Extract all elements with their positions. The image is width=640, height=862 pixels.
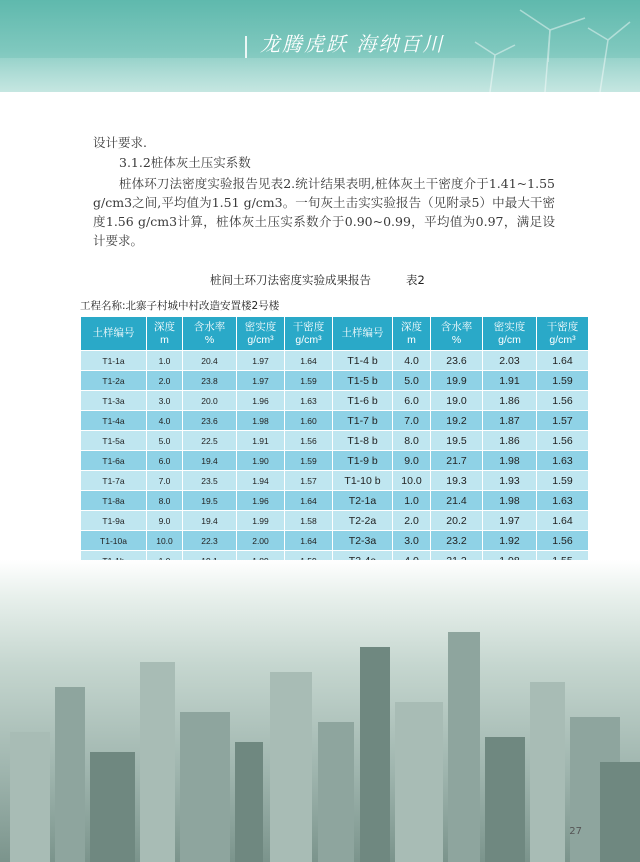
table-header-cell: [147, 317, 183, 351]
header-label: 干密度: [546, 320, 579, 333]
table-cell: T1-2a: [81, 371, 147, 391]
table-cell: 20.2: [431, 511, 483, 531]
table-cell: 1.93: [483, 471, 537, 491]
table-cell: 22.3: [183, 531, 237, 551]
table-cell: 1.59: [285, 371, 333, 391]
table-cell: T1-1a: [81, 351, 147, 371]
table-row: [81, 471, 589, 491]
table-cell: 1.57: [537, 411, 589, 431]
header-band: [0, 0, 640, 92]
table-cell: 1.96: [237, 391, 285, 411]
header-label: 密实度: [493, 320, 526, 333]
table-cell: 10.0: [147, 531, 183, 551]
table-cell: 19.4: [183, 451, 237, 471]
header-unit: m: [160, 333, 169, 346]
table-row: [81, 491, 589, 511]
table-cell: 1.91: [483, 371, 537, 391]
table-cell: T1-5 b: [333, 371, 393, 391]
table-cell: 7.0: [147, 471, 183, 491]
table-cell: 1.64: [285, 491, 333, 511]
table-header-cell: [333, 317, 393, 351]
table-cell: 1.57: [285, 471, 333, 491]
table-header-cell: [81, 317, 147, 351]
table-cell: 5.0: [147, 431, 183, 451]
table-cell: 1.96: [237, 491, 285, 511]
table-cell: 1.0: [147, 351, 183, 371]
table-cell: 1.92: [483, 531, 537, 551]
table-cell: 1.98: [483, 491, 537, 511]
table-cell: T1-4a: [81, 411, 147, 431]
table-caption: [210, 272, 540, 288]
header-label: 深度: [401, 320, 422, 333]
table-cell: T1-10a: [81, 531, 147, 551]
table-row: [81, 411, 589, 431]
table-cell: 23.6: [431, 351, 483, 371]
table-cell: 19.0: [431, 391, 483, 411]
table-cell: T1-6 b: [333, 391, 393, 411]
table-cell: 1.56: [537, 391, 589, 411]
table-cell: 23.5: [183, 471, 237, 491]
table-cell: 2.00: [237, 531, 285, 551]
table-header-cell: [237, 317, 285, 351]
table-cell: 1.86: [483, 391, 537, 411]
table-cell: T1-3a: [81, 391, 147, 411]
header-label: 含水率: [193, 320, 226, 333]
table-cell: 1.98: [237, 411, 285, 431]
table-cell: 23.6: [183, 411, 237, 431]
table-cell: 1.94: [237, 471, 285, 491]
table-row: [81, 451, 589, 471]
header-label: 干密度: [292, 320, 325, 333]
table-cell: 1.63: [537, 491, 589, 511]
table-header-cell: [483, 317, 537, 351]
section-heading: 3.1.2桩体灰土压实系数: [119, 155, 251, 170]
table-cell: T1-7a: [81, 471, 147, 491]
table-cell: 1.56: [537, 531, 589, 551]
header-label: 土样编号: [92, 327, 135, 339]
table-cell: T1-7 b: [333, 411, 393, 431]
table-cell: T2-2a: [333, 511, 393, 531]
table-cell: 19.5: [183, 491, 237, 511]
table-cell: T2-1a: [333, 491, 393, 511]
table-header-cell: [183, 317, 237, 351]
table-cell: 21.7: [431, 451, 483, 471]
table-cell: 1.97: [237, 351, 285, 371]
table-cell: 6.0: [393, 391, 431, 411]
header-unit: g/cm³: [295, 333, 322, 346]
table-cell: 1.63: [537, 451, 589, 471]
table-cell: 19.4: [183, 511, 237, 531]
table-cell: 1.64: [537, 511, 589, 531]
table-cell: 1.90: [237, 451, 285, 471]
table-row: [81, 431, 589, 451]
header-unit: %: [204, 333, 215, 346]
table-cell: 1.91: [237, 431, 285, 451]
table-cell: 2.0: [393, 511, 431, 531]
project-name: 工程名称:北寨子村城中村改造安置楼2号楼: [80, 300, 280, 312]
table-cell: 6.0: [147, 451, 183, 471]
table-cell: 8.0: [393, 431, 431, 451]
table-cell: 3.0: [147, 391, 183, 411]
table-header-cell: [285, 317, 333, 351]
page-number: 27: [569, 826, 582, 837]
header-slogan: 龙腾虎跃 海纳百川: [260, 32, 445, 56]
table-cell: T1-6a: [81, 451, 147, 471]
header-label: 深度: [154, 320, 175, 333]
table-cell: 19.3: [431, 471, 483, 491]
table-cell: 1.59: [537, 471, 589, 491]
table-cell: 19.5: [431, 431, 483, 451]
table-cell: 1.63: [285, 391, 333, 411]
table-row: [81, 351, 589, 371]
table-cell: 1.64: [285, 351, 333, 371]
header-unit: %: [451, 333, 462, 346]
table-cell: 1.64: [285, 531, 333, 551]
table-cell: 4.0: [393, 351, 431, 371]
table-cell: T1-5a: [81, 431, 147, 451]
table-cell: 5.0: [393, 371, 431, 391]
table-cell: 1.56: [537, 431, 589, 451]
table-header-cell: [393, 317, 431, 351]
table-row: [81, 391, 589, 411]
table-cell: 20.4: [183, 351, 237, 371]
table-cell: 22.5: [183, 431, 237, 451]
table-cell: 1.64: [537, 351, 589, 371]
header-label: 土样编号: [341, 327, 384, 339]
table-cell: 20.0: [183, 391, 237, 411]
table-cell: 19.2: [431, 411, 483, 431]
table-cell: 9.0: [147, 511, 183, 531]
table-cell: 1.86: [483, 431, 537, 451]
city-skyline-image: [0, 560, 640, 862]
table-header-cell: [431, 317, 483, 351]
header-unit: m: [407, 333, 416, 346]
table-cell: 2.0: [147, 371, 183, 391]
table-cell: 1.87: [483, 411, 537, 431]
table-cell: 10.0: [393, 471, 431, 491]
table-cell: 1.58: [285, 511, 333, 531]
table-cell: 1.59: [537, 371, 589, 391]
table-row: [81, 511, 589, 531]
table-cell: T1-9a: [81, 511, 147, 531]
header-unit: g/cm: [498, 333, 521, 346]
table-cell: T1-8 b: [333, 431, 393, 451]
table-title: 桩间土环刀法密度实验成果报告: [210, 273, 371, 287]
paragraph-1: 设计要求.: [93, 135, 147, 150]
table-cell: 4.0: [147, 411, 183, 431]
table-number: 表2: [406, 273, 425, 287]
table-cell: 23.8: [183, 371, 237, 391]
table-cell: T1-9 b: [333, 451, 393, 471]
table-row: [81, 371, 589, 391]
table-cell: 1.59: [285, 451, 333, 471]
table-cell: 1.97: [483, 511, 537, 531]
table-cell: 1.60: [285, 411, 333, 431]
table-cell: 21.4: [431, 491, 483, 511]
paragraph-3: 桩体环刀法密度实验报告见表2.统计结果表明,桩体灰土干密度介于1.41~1.55 g/cm3之间,平均值为1.51 g/cm3。一旬灰土击实实验报告（见附录5）中最大干密度1.56 g/cm3计算，桩体灰土压实系数介于0.90~0.99，平均值为0.97，满足设计要求。: [93, 176, 555, 248]
table-cell: T2-3a: [333, 531, 393, 551]
table-cell: 8.0: [147, 491, 183, 511]
table-row: [81, 531, 589, 551]
table-cell: T1-4 b: [333, 351, 393, 371]
table-cell: 1.98: [483, 451, 537, 471]
table-cell: 1.99: [237, 511, 285, 531]
table-cell: T1-10 b: [333, 471, 393, 491]
table-cell: 1.97: [237, 371, 285, 391]
header-label: 含水率: [440, 320, 473, 333]
table-cell: 1.56: [285, 431, 333, 451]
header-unit: g/cm³: [549, 333, 576, 346]
table-cell: 19.9: [431, 371, 483, 391]
header-label: 密实度: [244, 320, 277, 333]
table-cell: 3.0: [393, 531, 431, 551]
table-cell: 1.0: [393, 491, 431, 511]
table-cell: T1-8a: [81, 491, 147, 511]
table-cell: 9.0: [393, 451, 431, 471]
header-unit: g/cm³: [247, 333, 274, 346]
windmill-decoration-icon: [450, 0, 640, 92]
table-cell: 2.03: [483, 351, 537, 371]
table-header-row: [81, 317, 589, 351]
table-cell: 23.2: [431, 531, 483, 551]
table-cell: 7.0: [393, 411, 431, 431]
header-divider: [245, 36, 247, 58]
table-header-cell: [537, 317, 589, 351]
